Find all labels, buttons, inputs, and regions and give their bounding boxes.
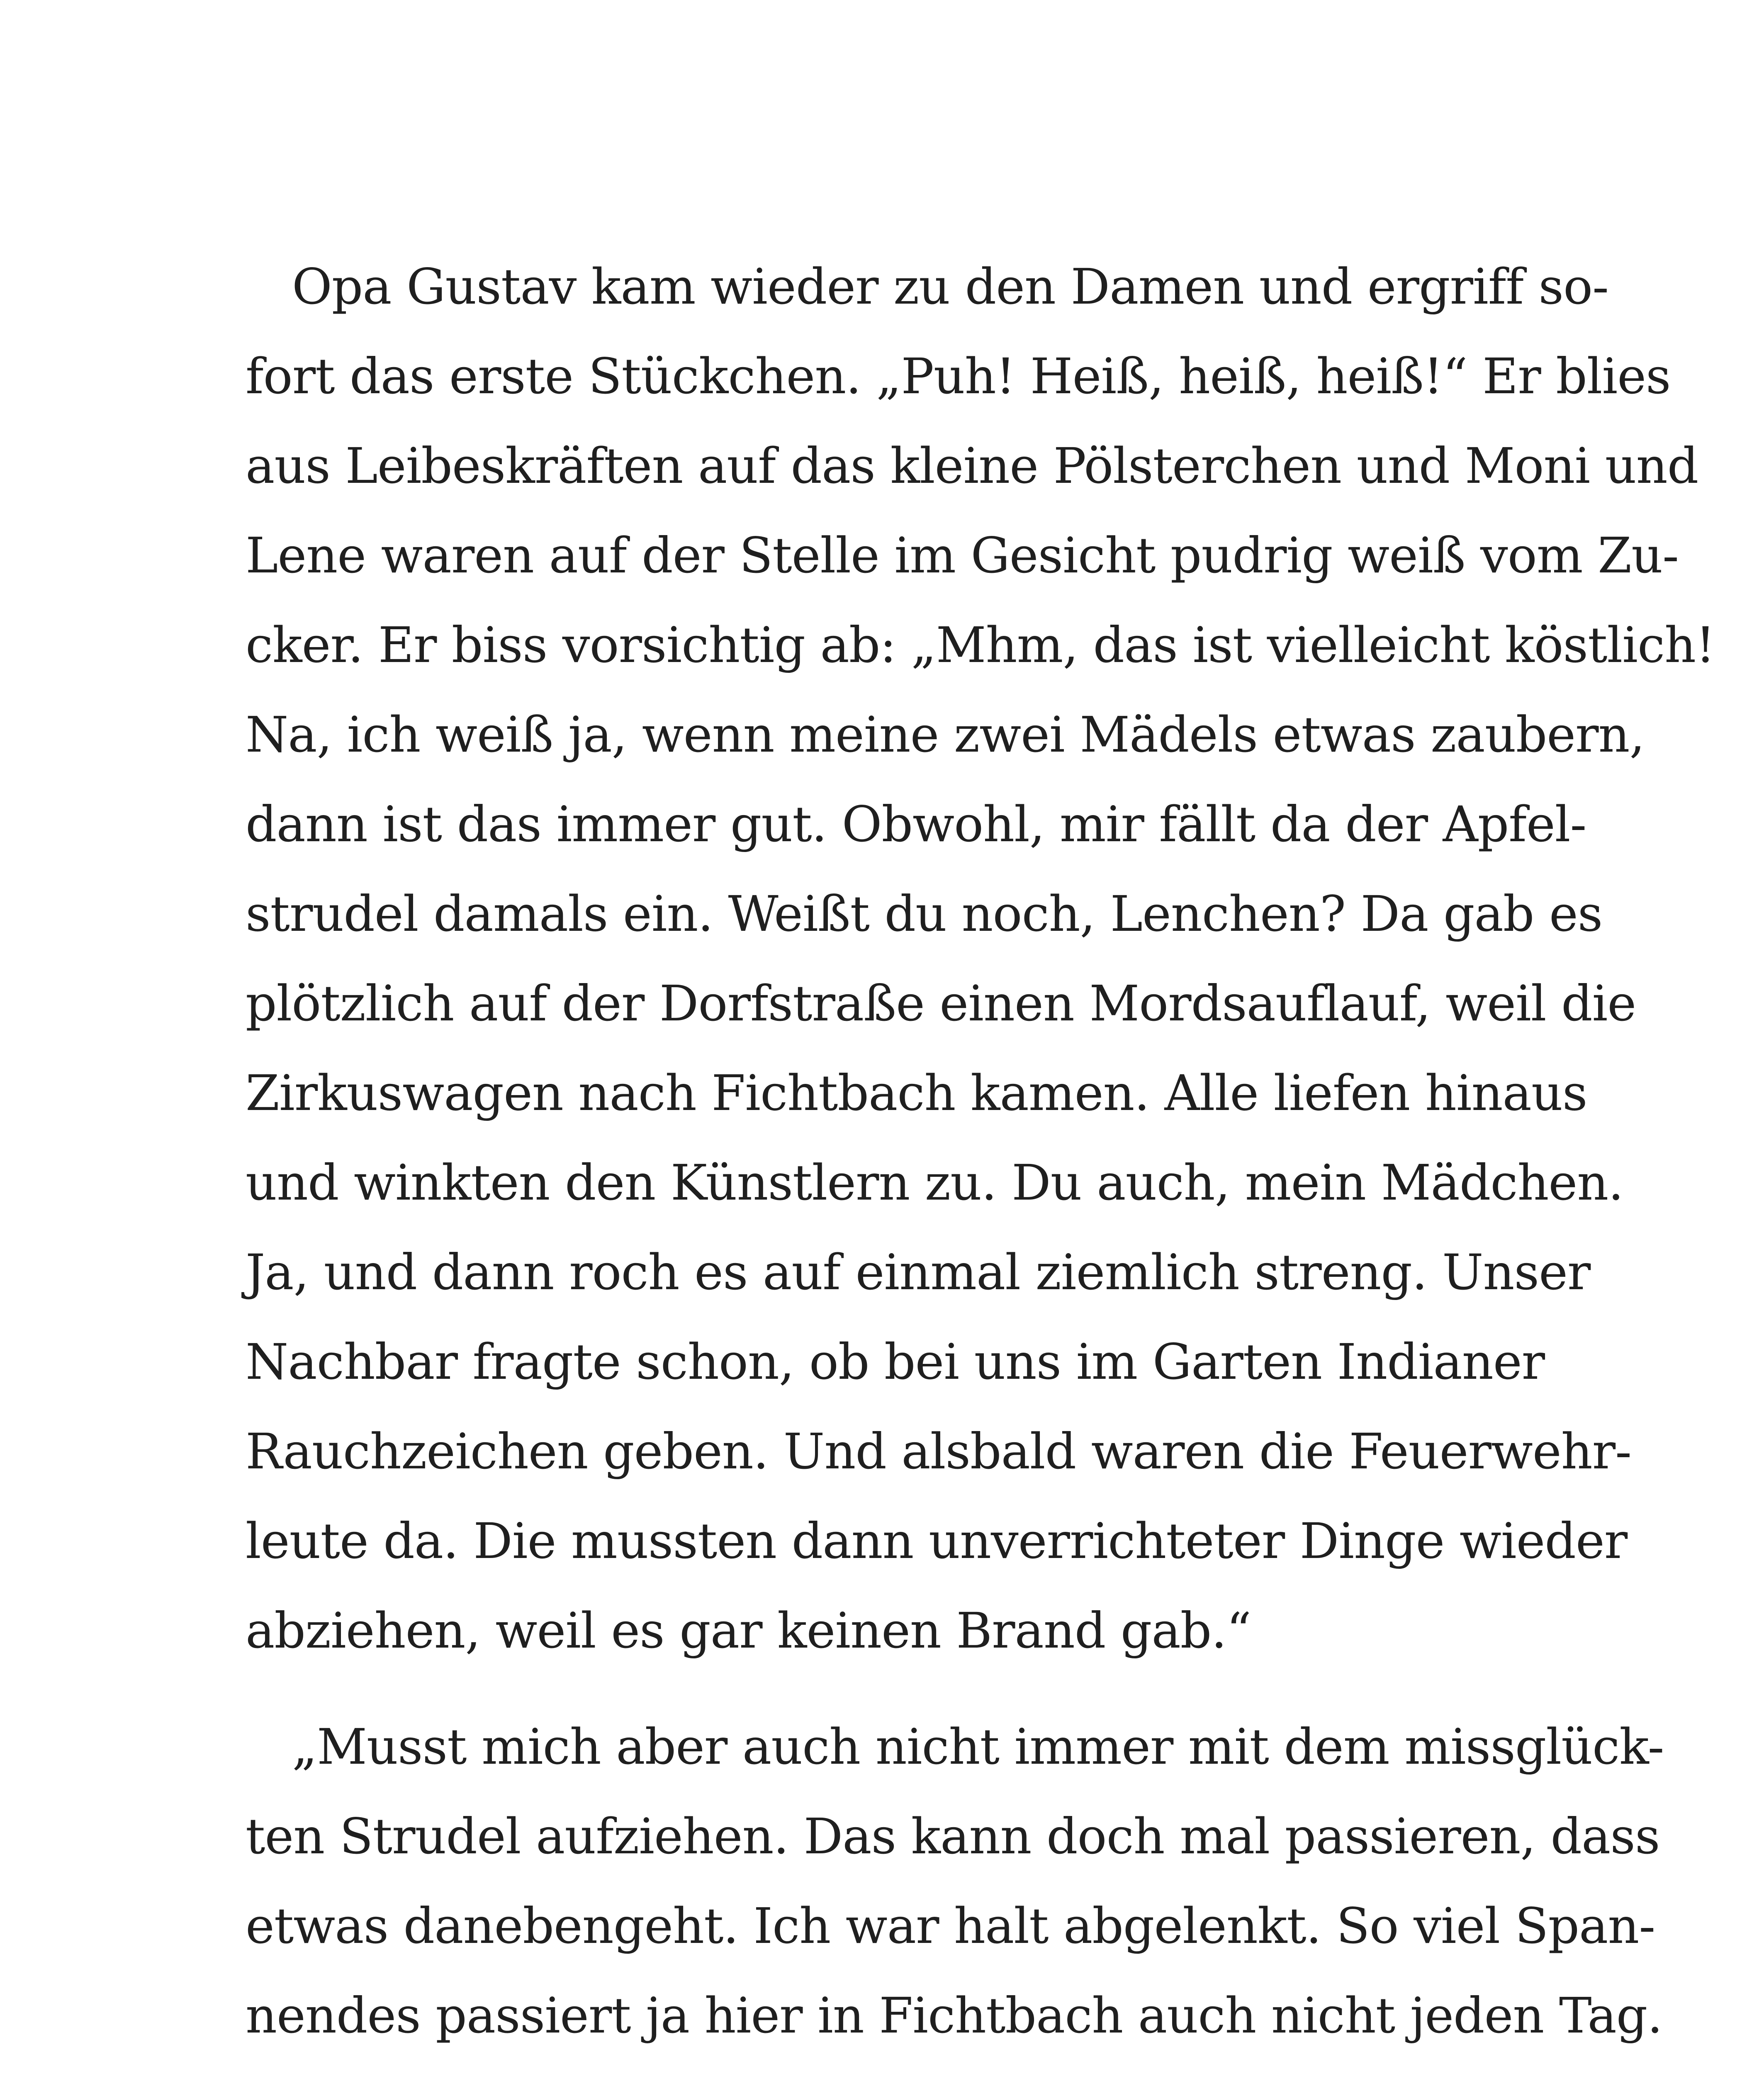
text-line: Nachbar fragte schon, ob bei uns im Garten Indianer <box>246 1333 1545 1390</box>
text-line: fort das erste Stückchen. „Puh! Heiß, heiß, heiß!“ Er blies <box>246 348 1671 405</box>
text-line: Rauchzeichen geben. Und alsbald waren die Feuerwehr- <box>246 1423 1632 1480</box>
text-line: nendes passiert ja hier in Fichtbach auch nicht jeden Tag. <box>246 1987 1662 2044</box>
text-line: Lene waren auf der Stelle im Gesicht pudrig weiß vom Zu- <box>246 527 1679 584</box>
text-line <box>246 2060 1510 2074</box>
text-line: plötzlich auf der Dorfstraße einen Mordsauflauf, weil die <box>246 975 1636 1032</box>
text-line: und winkten den Künstlern zu. Du auch, mein Mädchen. <box>246 1154 1623 1211</box>
text-line: cker. Er biss vorsichtig ab: „Mhm, das ist vielleicht köstlich! <box>246 616 1715 674</box>
text-line: etwas danebengeht. Ich war halt abgelenkt. So viel Span- <box>246 1897 1655 1955</box>
text-line: „Musst mich aber auch nicht immer mit dem missglück- <box>292 1718 1664 1775</box>
text-line: leute da. Die mussten dann unverrichteter Dinge wieder <box>246 1512 1628 1570</box>
text-line: strudel damals ein. Weißt du noch, Lenchen? Da gab es <box>246 885 1603 942</box>
text-line: Na, ich weiß ja, wenn meine zwei Mädels etwas zaubern, <box>246 706 1645 763</box>
text-line: abziehen, weil es gar keinen Brand gab.“ <box>246 1602 1251 1659</box>
text-line: Opa Gustav kam wieder zu den Damen und ergriff so- <box>292 258 1609 315</box>
paragraph-2 <box>246 1702 1664 2074</box>
body-text <box>246 242 1715 2074</box>
paragraph-spacing <box>246 1675 1510 1702</box>
text-line: Zirkuswagen nach Fichtbach kamen. Alle liefen hinaus <box>246 1064 1587 1122</box>
text-line: dann ist das immer gut. Obwohl, mir fällt da der Apfel- <box>246 796 1586 853</box>
text-line: aus Leibeskräften auf das kleine Pölsterchen und Moni und <box>246 437 1698 494</box>
text-line: ten Strudel aufziehen. Das kann doch mal passieren, dass <box>246 1808 1660 1865</box>
text-line: Ja, und dann roch es auf einmal ziemlich streng. Unser <box>246 1244 1591 1301</box>
paragraph-1 <box>246 242 1715 1675</box>
